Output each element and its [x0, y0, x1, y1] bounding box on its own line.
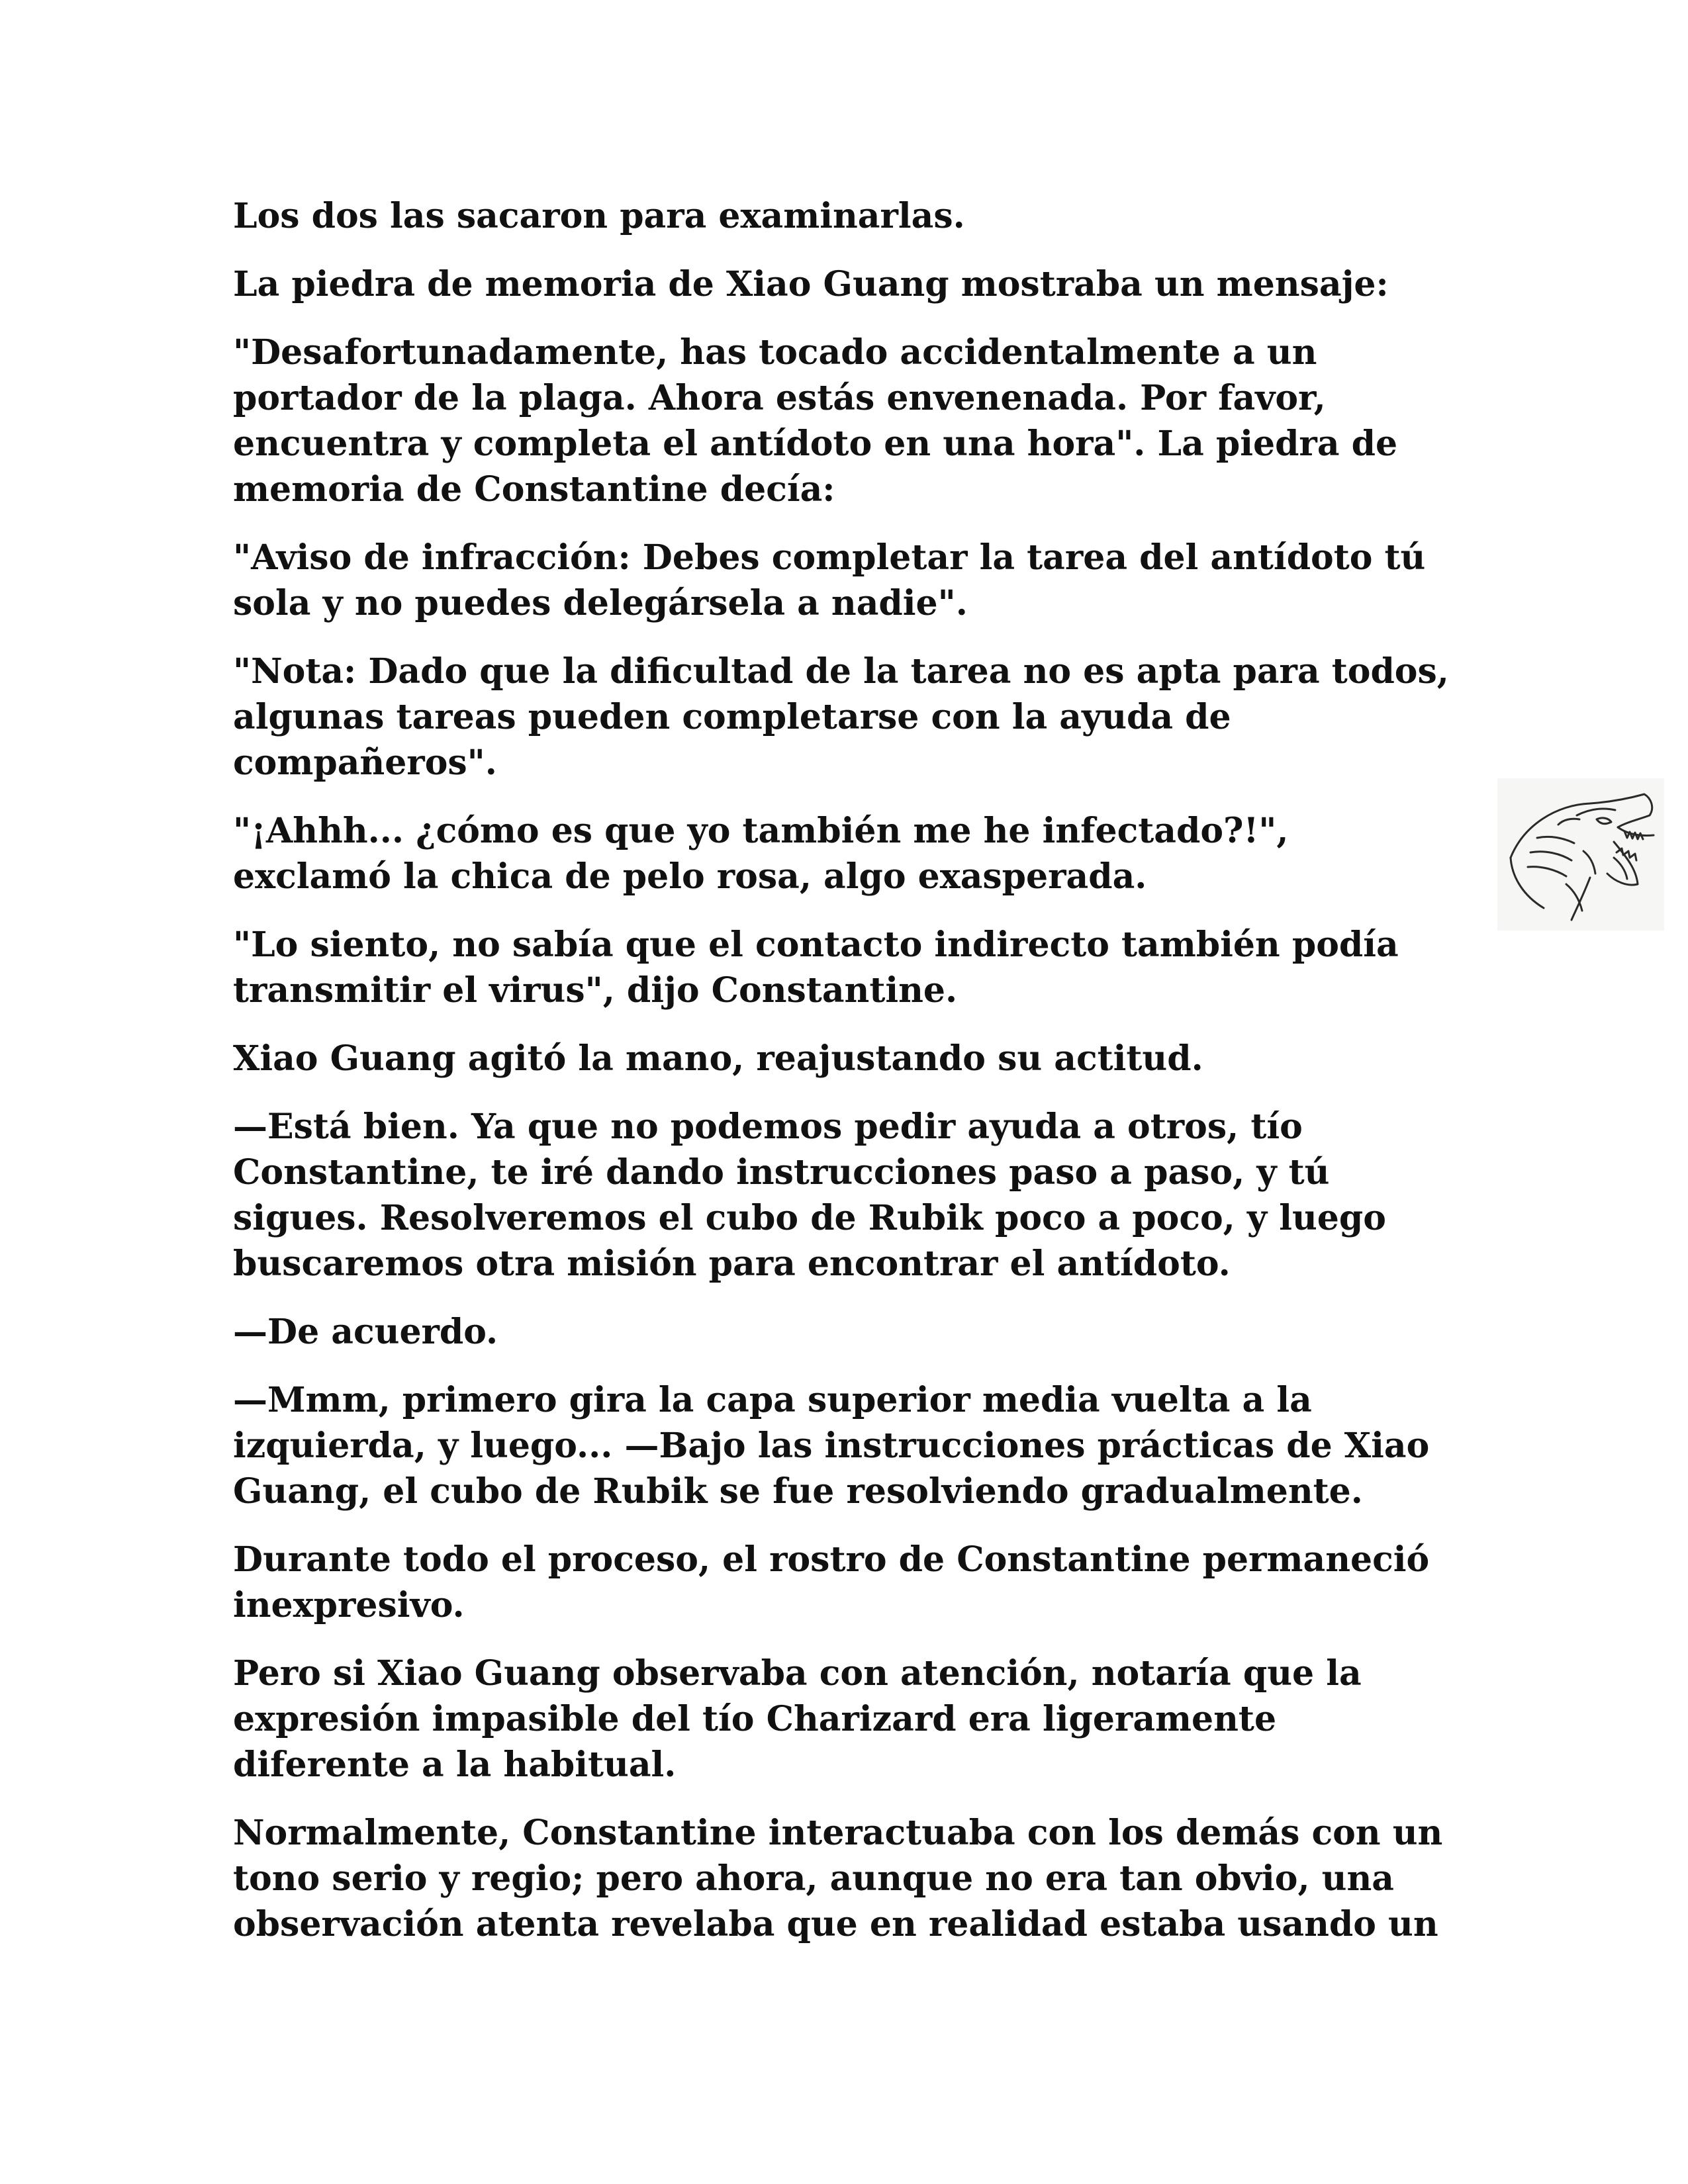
- paragraph: —Está bien. Ya que no podemos pedir ayuda a otros, tío Constantine, te iré dando instrucciones paso a paso, y tú sigues. Resolveremos el cubo de Rubik poco a poco, y luego buscaremos otra misión para encontrar el antídoto.: [233, 1107, 1386, 1284]
- paragraph: —De acuerdo.: [233, 1312, 498, 1352]
- dragon-sketch-icon: [1497, 778, 1664, 931]
- paragraph: "Desafortunadamente, has tocado accidentalmente a un portador de la plaga. Ahora estás envenenada. Por favor, encuentra y completa el antídoto en una hora". La piedra de memoria de Constantine decía:: [233, 332, 1398, 510]
- paragraph: —Mmm, primero gira la capa superior media vuelta a la izquierda, y luego... —Bajo las instrucciones prácticas de Xiao Guang, el cubo de Rubik se fue resolviendo gradualmente.: [233, 1380, 1430, 1512]
- paragraph: La piedra de memoria de Xiao Guang mostraba un mensaje:: [233, 264, 1389, 304]
- paragraph: Los dos las sacaron para examinarlas.: [233, 196, 965, 236]
- paragraph: Xiao Guang agitó la mano, reajustando su actitud.: [233, 1038, 1203, 1079]
- paragraph: "Lo siento, no sabía que el contacto indirecto también podía transmitir el virus", dijo Constantine.: [233, 925, 1399, 1011]
- paragraph: "Nota: Dado que la dificultad de la tarea no es apta para todos, algunas tareas pueden completarse con la ayuda de compañeros".: [233, 651, 1449, 783]
- paragraph: Pero si Xiao Guang observaba con atención, notaría que la expresión impasible del tío Charizard era ligeramente diferente a la habitual.: [233, 1653, 1362, 1785]
- paragraph: Durante todo el proceso, el rostro de Constantine permaneció inexpresivo.: [233, 1539, 1430, 1625]
- paragraph: "¡Ahhh... ¿cómo es que yo también me he infectado?!", exclamó la chica de pelo rosa, algo exasperada.: [233, 811, 1289, 897]
- body-text: [233, 193, 1458, 1970]
- paragraph: "Aviso de infracción: Debes completar la tarea del antídoto tú sola y no puedes delegársela a nadie".: [233, 537, 1426, 623]
- paragraph: Normalmente, Constantine interactuaba con los demás con un tono serio y regio; pero ahora, aunque no era tan obvio, una observación atenta revelaba que en realidad estaba usando un: [233, 1813, 1443, 1944]
